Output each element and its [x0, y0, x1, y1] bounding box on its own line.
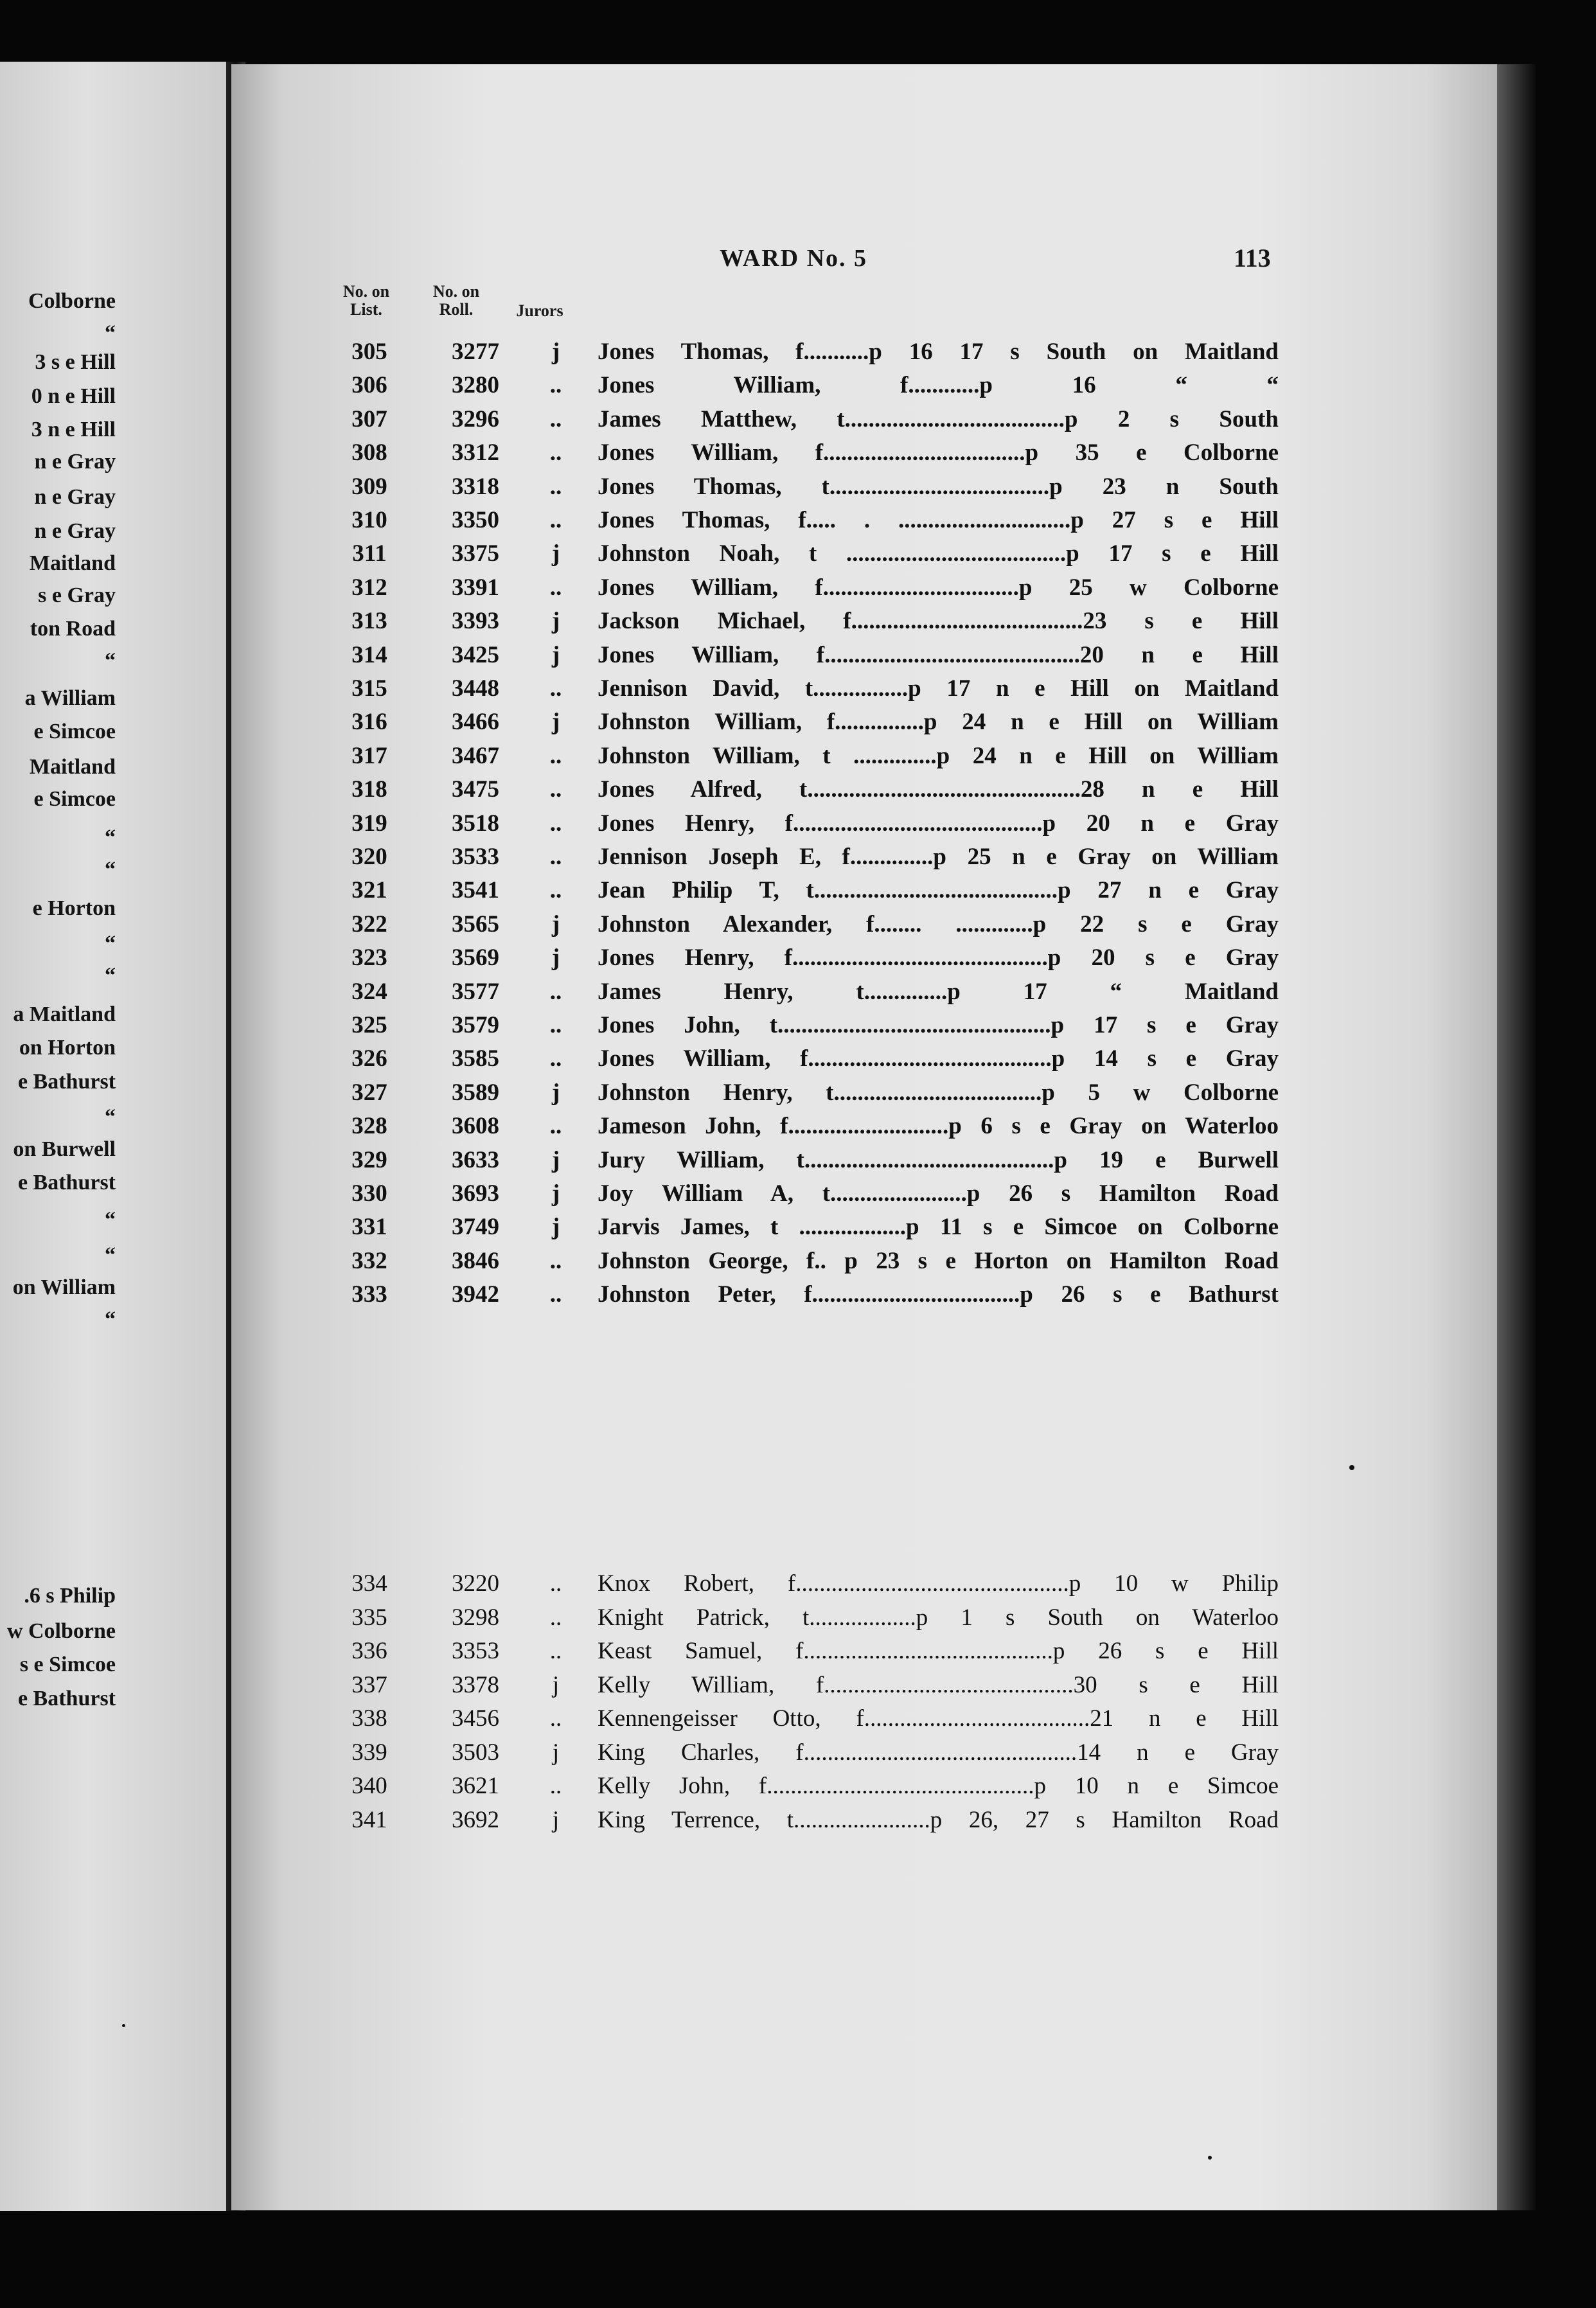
roll-number: 3503: [452, 1739, 499, 1766]
juror-mark: ..: [549, 507, 562, 533]
table-row: [321, 673, 1291, 705]
voter-entry: Jameson John, f...........................p 6 s e Gray on Waterloo: [598, 1113, 1279, 1140]
voter-entry: Knox Robert, f..............................................p 10 w Philip: [598, 1570, 1279, 1597]
voter-entry: Kelly William, f..........................................30 s e Hill: [598, 1671, 1279, 1698]
table-row: [321, 1770, 1291, 1802]
voter-entry: Jones Henry, f...........................................p 20 s e Gray: [598, 945, 1279, 972]
list-number: 324: [351, 978, 387, 1005]
juror-mark: j: [551, 945, 560, 972]
list-number: 335: [351, 1604, 387, 1631]
list-number: 318: [351, 776, 387, 803]
roll-number: 3608: [452, 1113, 499, 1140]
voter-entry: Jones William, f.................................p 25 w Colborne: [598, 574, 1279, 601]
table-row: [321, 1635, 1291, 1667]
list-number: 312: [351, 574, 387, 601]
left-page-fragment: on William: [12, 1275, 116, 1299]
roll-number: 3378: [452, 1671, 499, 1698]
table-row: [321, 1009, 1291, 1042]
list-number: 330: [351, 1180, 387, 1207]
ink-speck: [1349, 1465, 1354, 1470]
left-page-fragment: on Burwell: [13, 1137, 116, 1161]
table-row: [321, 1043, 1291, 1075]
table-row: [321, 1178, 1291, 1210]
voter-entry: Kennengeisser Otto, f......................................21 n e Hill: [598, 1705, 1279, 1732]
list-number: 336: [351, 1638, 387, 1664]
left-page-fragment: ton Road: [30, 617, 116, 641]
column-header-jurors: Jurors: [516, 301, 563, 320]
list-number: 307: [351, 405, 387, 432]
left-page-fragment: “: [105, 1105, 116, 1129]
table-row: [321, 1144, 1291, 1176]
list-number: 338: [351, 1705, 387, 1732]
juror-mark: ..: [549, 810, 562, 837]
list-number: 341: [351, 1806, 387, 1833]
table-row: [321, 1211, 1291, 1243]
voter-entry: Johnston Noah, t .....................................p 17 s e Hill: [598, 540, 1279, 567]
juror-mark: j: [551, 910, 560, 937]
table-row: [321, 1110, 1291, 1142]
juror-mark: ..: [549, 405, 562, 432]
column-header-list: No. on List.: [342, 282, 390, 319]
juror-mark: ..: [549, 1012, 562, 1038]
roll-number: 3277: [452, 339, 499, 365]
juror-mark: ..: [549, 877, 562, 904]
voter-entry: Jones Thomas, t.....................................p 23 n South: [598, 473, 1279, 500]
voter-entry: Jones William, f.........................................p 14 s e Gray: [598, 1045, 1279, 1072]
list-number: 333: [351, 1281, 387, 1308]
roll-number: 3467: [452, 742, 499, 769]
left-page-fragment: w Colborne: [6, 1619, 116, 1643]
voter-entry: Jones Henry, f..........................................p 20 n e Gray: [598, 810, 1279, 837]
roll-number: 3353: [452, 1638, 499, 1664]
roll-number: 3621: [452, 1773, 499, 1799]
roll-number: 3693: [452, 1180, 499, 1207]
table-row: [321, 1602, 1291, 1634]
juror-mark: j: [552, 1806, 560, 1833]
table-row: [321, 471, 1291, 503]
juror-mark: ..: [549, 1113, 562, 1140]
juror-mark: j: [551, 339, 560, 365]
table-row: [321, 740, 1291, 772]
roll-number: 3518: [452, 810, 499, 837]
juror-mark: ..: [549, 1638, 562, 1664]
voter-entry: Kelly John, f.............................................p 10 n e Simcoe: [598, 1773, 1279, 1799]
left-page-fragment: Maitland: [29, 551, 116, 575]
list-number: 323: [351, 945, 387, 972]
left-page: [0, 62, 244, 2211]
voter-entry: Johnston George, f.. p 23 s e Horton on Hamilton Road: [598, 1247, 1279, 1274]
list-number: 319: [351, 810, 387, 837]
page-edge-shadow: [1497, 64, 1536, 2210]
roll-number: 3298: [452, 1604, 499, 1631]
roll-number: 3565: [452, 910, 499, 937]
list-number: 334: [351, 1570, 387, 1597]
list-number: 309: [351, 473, 387, 500]
left-page-fragment: n e Gray: [34, 450, 116, 474]
list-number: 315: [351, 675, 387, 702]
table-row: [321, 808, 1291, 840]
juror-mark: ..: [549, 742, 562, 769]
roll-number: 3589: [452, 1079, 499, 1106]
table-row: [321, 1737, 1291, 1769]
juror-mark: j: [551, 641, 560, 668]
table-row: [321, 369, 1291, 402]
roll-number: 3448: [452, 675, 499, 702]
roll-number: 3391: [452, 574, 499, 601]
voter-entry: Jones Thomas, f..... . .............................p 27 s e Hill: [598, 507, 1279, 533]
voter-entry: Jones John, t..............................................p 17 s e Gray: [598, 1012, 1279, 1038]
juror-mark: j: [551, 1079, 560, 1106]
roll-number: 3350: [452, 507, 499, 533]
list-number: 317: [351, 742, 387, 769]
juror-mark: j: [551, 540, 560, 567]
left-page-fragment: e Bathurst: [17, 1070, 116, 1094]
table-row: [321, 1279, 1291, 1311]
list-number: 305: [351, 339, 387, 365]
left-page-fragment: “: [105, 1243, 116, 1267]
juror-mark: ..: [549, 1045, 562, 1072]
voter-entry: Jones Alfred, t..............................................28 n e Hill: [598, 776, 1279, 803]
left-page-fragment: “: [105, 858, 116, 882]
juror-mark: ..: [549, 574, 562, 601]
voter-entry: Jones William, f...........................................20 n e Hill: [598, 641, 1279, 668]
list-number: 332: [351, 1247, 387, 1274]
ink-speck: [122, 2024, 125, 2027]
left-page-fragment: 3 s e Hill: [35, 350, 116, 374]
roll-number: 3296: [452, 405, 499, 432]
left-page-fragment: s e Gray: [38, 583, 116, 607]
left-page-fragment: “: [105, 1308, 116, 1331]
juror-mark: ..: [549, 439, 562, 466]
juror-mark: ..: [549, 1570, 562, 1597]
voter-entry: Jarvis James, t ..................p 11 s e Simcoe on Colborne: [598, 1214, 1279, 1241]
table-row: [321, 437, 1291, 469]
voter-entry: James Matthew, t.....................................p 2 s South: [598, 405, 1279, 432]
voter-entry: James Henry, t..............p 17 “ Maitland: [598, 978, 1279, 1005]
juror-mark: ..: [549, 1247, 562, 1274]
table-row: [321, 538, 1291, 570]
list-number: 339: [351, 1739, 387, 1766]
roll-number: 3692: [452, 1806, 499, 1833]
voter-entry: Keast Samuel, f..........................................p 26 s e Hill: [598, 1638, 1279, 1664]
table-row: [321, 1703, 1291, 1735]
table-row: [321, 639, 1291, 671]
table-row: [321, 706, 1291, 738]
list-number: 308: [351, 439, 387, 466]
left-page-fragment: n e Gray: [34, 485, 116, 509]
list-number: 314: [351, 641, 387, 668]
left-page-fragment: “: [105, 964, 116, 988]
juror-mark: j: [551, 1180, 560, 1207]
voter-entry: Johnston Henry, t...................................p 5 w Colborne: [598, 1079, 1279, 1106]
ink-speck: [1208, 2156, 1212, 2160]
left-page-fragment: e Horton: [32, 896, 116, 920]
roll-number: 3280: [452, 372, 499, 399]
juror-mark: j: [552, 1739, 560, 1766]
roll-number: 3318: [452, 473, 499, 500]
table-row: [321, 1804, 1291, 1836]
voter-entry: Knight Patrick, t..................p 1 s South on Waterloo: [598, 1604, 1279, 1631]
juror-mark: ..: [549, 1281, 562, 1308]
left-page-fragment: “: [105, 932, 116, 955]
table-row: [321, 504, 1291, 537]
juror-mark: ..: [549, 372, 562, 399]
list-number: 310: [351, 507, 387, 533]
left-page-fragment: .6 s Philip: [24, 1584, 116, 1608]
table-row: [321, 774, 1291, 806]
juror-mark: ..: [549, 1705, 562, 1732]
juror-mark: ..: [549, 844, 562, 870]
left-page-fragment: a William: [24, 686, 116, 710]
left-page-fragment: e Bathurst: [17, 1687, 116, 1710]
list-number: 311: [352, 540, 387, 567]
table-row: [321, 336, 1291, 368]
roll-number: 3569: [452, 945, 499, 972]
list-number: 329: [351, 1146, 387, 1173]
juror-mark: j: [552, 1671, 560, 1698]
table-row: [321, 874, 1291, 907]
left-page-fragment: on Horton: [19, 1036, 116, 1060]
table-row: [321, 1245, 1291, 1277]
roll-number: 3579: [452, 1012, 499, 1038]
voter-entry: Jennison David, t................p 17 n e Hill on Maitland: [598, 675, 1279, 702]
table-row: [321, 1568, 1291, 1600]
list-number: 313: [351, 608, 387, 635]
list-number: 316: [351, 709, 387, 736]
juror-mark: ..: [549, 776, 562, 803]
roll-number: 3466: [452, 709, 499, 736]
table-row: [321, 841, 1291, 873]
column-header-roll: No. on Roll.: [432, 282, 480, 319]
table-row: [321, 1077, 1291, 1109]
voter-entry: Jackson Michael, f.......................................23 s e Hill: [598, 608, 1279, 635]
list-number: 331: [351, 1214, 387, 1241]
voter-entry: King Charles, f..............................................14 n e Gray: [598, 1739, 1279, 1766]
roll-number: 3475: [452, 776, 499, 803]
voter-entry: King Terrence, t.......................p 26, 27 s Hamilton Road: [598, 1806, 1279, 1833]
table-row: [321, 404, 1291, 436]
left-page-fragment: e Bathurst: [17, 1171, 116, 1194]
left-page-fragment: e Simcoe: [33, 787, 116, 811]
list-number: 327: [351, 1079, 387, 1106]
list-number: 340: [351, 1773, 387, 1799]
voter-entry: Jennison Joseph E, f..............p 25 n e Gray on William: [598, 844, 1279, 870]
page-number: 113: [1234, 244, 1271, 272]
left-page-fragment: 3 n e Hill: [31, 418, 116, 441]
roll-number: 3633: [452, 1146, 499, 1173]
voter-entry: Johnston William, t ..............p 24 n e Hill on William: [598, 742, 1279, 769]
roll-number: 3749: [452, 1214, 499, 1241]
table-row: [321, 572, 1291, 604]
list-number: 328: [351, 1113, 387, 1140]
table-row: [321, 909, 1291, 941]
voter-entry: Jean Philip T, t.........................................p 27 n e Gray: [598, 877, 1279, 904]
roll-number: 3846: [452, 1247, 499, 1274]
juror-mark: j: [551, 1146, 560, 1173]
left-page-fragment: Colborne: [28, 289, 116, 313]
roll-number: 3456: [452, 1705, 499, 1732]
left-page-fragment: s e Simcoe: [19, 1653, 116, 1676]
left-page-fragment: 0 n e Hill: [31, 384, 116, 408]
voter-entry: Jones Thomas, f...........p 16 17 s South on Maitland: [598, 339, 1279, 365]
left-page-fragment: n e Gray: [34, 519, 116, 543]
voter-entry: Johnston Peter, f...................................p 26 s e Bathurst: [598, 1281, 1279, 1308]
roll-number: 3425: [452, 641, 499, 668]
juror-mark: ..: [549, 978, 562, 1005]
roll-number: 3533: [452, 844, 499, 870]
left-page-fragment: e Simcoe: [33, 720, 116, 743]
left-page-fragment: “: [105, 649, 116, 673]
table-row: [321, 1669, 1291, 1701]
voter-entry: Jury William, t..........................................p 19 e Burwell: [598, 1146, 1279, 1173]
table-row: [321, 976, 1291, 1008]
list-number: 306: [351, 372, 387, 399]
roll-number: 3393: [452, 608, 499, 635]
list-number: 325: [351, 1012, 387, 1038]
juror-mark: j: [551, 709, 560, 736]
voter-entry: Jones William, f..................................p 35 e Colborne: [598, 439, 1279, 466]
roll-number: 3375: [452, 540, 499, 567]
roll-number: 3577: [452, 978, 499, 1005]
list-number: 320: [351, 844, 387, 870]
roll-number: 3541: [452, 877, 499, 904]
left-page-fragment: a Maitland: [13, 1002, 116, 1026]
left-page-fragment: “: [105, 1208, 116, 1232]
roll-number: 3312: [452, 439, 499, 466]
juror-mark: ..: [549, 473, 562, 500]
list-number: 322: [351, 910, 387, 937]
left-page-fragment: “: [105, 826, 116, 849]
juror-mark: j: [551, 608, 560, 635]
roll-number: 3942: [452, 1281, 499, 1308]
table-row: [321, 942, 1291, 974]
juror-mark: ..: [549, 1604, 562, 1631]
left-page-fragment: Maitland: [29, 755, 116, 779]
juror-mark: j: [551, 1214, 560, 1241]
list-number: 321: [351, 877, 387, 904]
page-title: WARD No. 5: [720, 245, 868, 272]
juror-mark: ..: [549, 675, 562, 702]
voter-entry: Johnston William, f...............p 24 n e Hill on William: [598, 709, 1279, 736]
left-page-fragment: “: [105, 321, 116, 345]
list-number: 337: [351, 1671, 387, 1698]
juror-mark: ..: [549, 1773, 562, 1799]
roll-number: 3585: [452, 1045, 499, 1072]
roll-number: 3220: [452, 1570, 499, 1597]
voter-entry: Jones William, f............p 16 “ “: [598, 372, 1279, 399]
table-row: [321, 605, 1291, 637]
voter-entry: Joy William A, t.......................p 26 s Hamilton Road: [598, 1180, 1279, 1207]
voter-entry: Johnston Alexander, f........ .............p 22 s e Gray: [598, 910, 1279, 937]
list-number: 326: [351, 1045, 387, 1072]
